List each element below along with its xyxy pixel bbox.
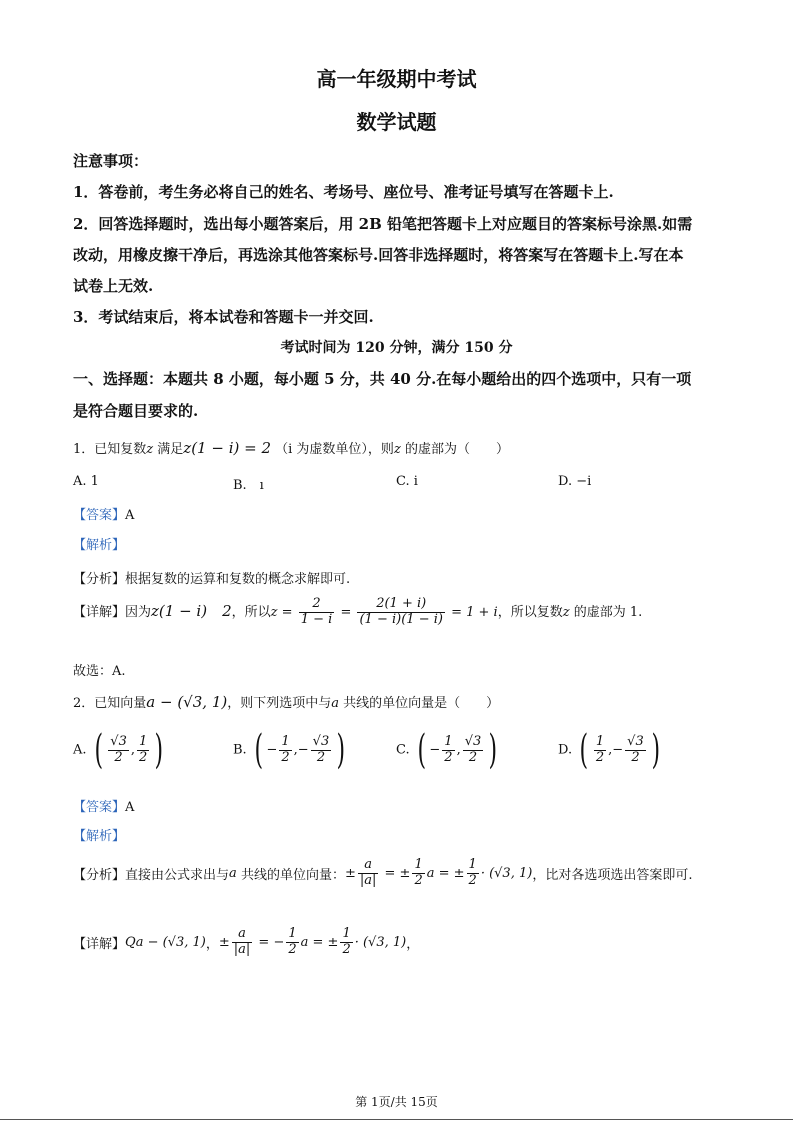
q2-detail-sep: ， bbox=[205, 936, 219, 952]
q2-detail-f-num: 1 bbox=[288, 926, 297, 941]
q2-detail-pm: ± bbox=[218, 934, 230, 950]
q2-suffix: 共线的单位向量是（ ） bbox=[343, 696, 500, 711]
q2-xiangjie-tag: 【详解】 bbox=[73, 936, 126, 952]
q2-d-minus: − bbox=[612, 742, 624, 758]
q2-b-minus-1: − bbox=[266, 742, 278, 758]
q1-mid: 满足 bbox=[157, 442, 184, 457]
q2-b-d2: 2 bbox=[316, 749, 326, 765]
q2-option-a-label: A. bbox=[73, 742, 87, 758]
exam-title: 高一年级期中考试 bbox=[316, 67, 477, 91]
q2-c-minus: − bbox=[429, 742, 441, 758]
q1-detail-mid: ，所以 bbox=[231, 604, 271, 620]
q1-z: z bbox=[146, 442, 154, 457]
q2-c-n2: √3 bbox=[464, 733, 482, 749]
q1-option-a: A. 1 bbox=[73, 474, 99, 489]
notice-heading: 注意事项： bbox=[73, 152, 149, 170]
q2-c-d1: 2 bbox=[444, 749, 453, 765]
q2-b-minus-2: − bbox=[297, 742, 309, 758]
q2-detail-f2-den: 2 bbox=[342, 941, 351, 957]
q2-b-d1: 2 bbox=[281, 749, 290, 765]
q2-b-comma: , bbox=[293, 742, 298, 758]
q2-b-frac-2 bbox=[311, 735, 332, 766]
q2-fenxi-a: a = ± bbox=[426, 865, 465, 881]
q2-c-rparen: ) bbox=[488, 727, 498, 773]
notice-item-2-line-1: 2．回答选择题时，选出每小题答案后，用 2B 铅笔把答题卡上对应题目的答案标号涂黑.如需 bbox=[73, 215, 693, 233]
q2-b-rparen: ) bbox=[336, 727, 346, 773]
q1-option-d: D. −i bbox=[558, 474, 592, 489]
q2-fenxi-f-den: 2 bbox=[414, 872, 423, 888]
q2-detail-q: Q bbox=[125, 934, 136, 950]
q1-xiangjie-tag: 【详解】 bbox=[73, 604, 126, 620]
q2-a-lparen: ( bbox=[94, 727, 103, 773]
q2-b-lparen: ( bbox=[254, 727, 263, 773]
bottom-rule bbox=[0, 1119, 793, 1120]
q1-frac2-num: 2(1 + i) bbox=[357, 597, 444, 613]
q2-detail-a: a = ± bbox=[300, 934, 339, 950]
q2-fenxi-mid: 共线的单位向量： bbox=[240, 867, 345, 883]
q2-b-frac-1 bbox=[279, 735, 291, 766]
q1-fraction-2 bbox=[357, 597, 444, 628]
q2-b-n1: 1 bbox=[281, 733, 290, 749]
q2-vector: a − (√3, 1) bbox=[146, 693, 228, 711]
q2-answer-tag: 【答案】 bbox=[73, 800, 126, 815]
q1-detail-z2: z bbox=[562, 604, 570, 620]
exam-time: 考试时间为 120 分钟，满分 150 分 bbox=[280, 340, 513, 356]
q2-answer-line bbox=[73, 796, 134, 815]
q2-fenxi-f2-num: 1 bbox=[468, 857, 477, 872]
question-2-stem bbox=[73, 692, 499, 711]
q1-answer-line bbox=[73, 504, 134, 523]
q1-frac2-den: (1 − i)(1 − i) bbox=[359, 611, 443, 627]
q1-detail-eqsign: = bbox=[281, 604, 293, 620]
q2-a-n2: 1 bbox=[138, 733, 148, 749]
q1-option-b: B. ı bbox=[233, 478, 264, 493]
q2-detail-vec: a − (√3, 1) bbox=[135, 934, 206, 950]
q2-detail-eq: = − bbox=[258, 934, 285, 950]
q2-c-frac-2 bbox=[463, 735, 484, 766]
q1-option-c: C. i bbox=[396, 474, 418, 489]
q1-conclusion: 故选：A. bbox=[73, 664, 126, 679]
q2-a-rparen: ) bbox=[154, 727, 164, 773]
q1-detail-pre: 因为 bbox=[125, 604, 152, 620]
q2-a-frac-1 bbox=[108, 735, 129, 766]
q1-equation: z(1 − i) = 2 bbox=[183, 439, 271, 457]
q2-fenxi-frac-unit bbox=[358, 858, 379, 889]
q2-fenxi-end: ，比对各选项选出答案即可. bbox=[532, 867, 693, 883]
q2-fenxi-frac-half bbox=[412, 858, 424, 889]
q2-a-n1: √3 bbox=[110, 733, 127, 749]
q2-d-d2: 2 bbox=[631, 749, 640, 765]
notice-item-1: 1．答卷前，考生务必将自己的姓名、考场号、座位号、准考证号填写在答题卡上. bbox=[73, 183, 614, 201]
q2-d-d1: 2 bbox=[595, 749, 605, 765]
q1-detail-z: z bbox=[270, 604, 278, 620]
q2-option-d bbox=[558, 727, 663, 773]
q2-detail-f-den: 2 bbox=[288, 941, 297, 957]
q2-option-b-label: B. bbox=[233, 742, 247, 758]
q1-jiexi-tag: 【解析】 bbox=[73, 538, 126, 553]
section-1-line-1: 一、选择题：本题共 8 小题，每小题 5 分，共 40 分.在每小题给出的四个选项中，只有一项 bbox=[73, 370, 692, 388]
q2-fenxi-num: a bbox=[358, 858, 379, 874]
q2-d-frac-2 bbox=[625, 735, 646, 766]
q1-note: （i 为虚数单位），则 bbox=[275, 442, 394, 457]
q2-answer: A bbox=[125, 800, 135, 815]
q1-fenxi: 根据复数的运算和复数的概念求解即可. bbox=[125, 572, 351, 587]
q1-detail-post: ，所以复数 bbox=[497, 604, 563, 620]
q1-suffix: 的虚部为（ ） bbox=[404, 442, 509, 457]
q2-d-n1: 1 bbox=[595, 733, 605, 749]
q2-fenxi-vec: a bbox=[229, 865, 237, 881]
q2-d-rparen: ) bbox=[651, 727, 660, 773]
q2-d-frac-1 bbox=[594, 735, 606, 766]
q1-detail-end: 的虚部为 1. bbox=[573, 604, 643, 620]
page-number: 第 1页/共 15页 bbox=[355, 1095, 438, 1109]
question-1-stem bbox=[73, 438, 509, 457]
q2-detail-line bbox=[73, 927, 419, 958]
q2-fenxi-den: |a| bbox=[359, 872, 377, 888]
q1-detail-result: = 1 + i bbox=[451, 604, 498, 620]
q2-fenxi-vecval: · (√3, 1) bbox=[480, 865, 533, 881]
q2-fenxi-eq: = ± bbox=[384, 865, 411, 881]
q1-analysis-line bbox=[73, 568, 350, 587]
q2-a-d1: 2 bbox=[114, 749, 123, 765]
q2-d-comma: , bbox=[608, 742, 613, 758]
q2-fenxi-pm: ± bbox=[344, 865, 356, 881]
q2-vector-2: a bbox=[331, 696, 339, 711]
q1-answer-tag: 【答案】 bbox=[73, 508, 126, 523]
q1-fraction-1 bbox=[299, 597, 335, 628]
q2-option-b bbox=[233, 727, 349, 773]
q2-a-comma: , bbox=[130, 742, 135, 758]
q2-analysis-line bbox=[73, 858, 692, 889]
section-1-line-2: 是符合题目要求的. bbox=[73, 402, 199, 420]
q1-z2: z bbox=[393, 442, 401, 457]
q2-a-d2: 2 bbox=[138, 749, 148, 765]
q2-prefix: 2．已知向量 bbox=[73, 696, 147, 711]
notice-item-2-line-2: 改动，用橡皮擦干净后，再选涂其他答案标号.回答非选择题时，将答案写在答题卡上.写在本 bbox=[73, 246, 684, 264]
q2-detail-frac-unit bbox=[232, 927, 253, 958]
q2-fenxi-f2-den: 2 bbox=[468, 872, 477, 888]
q2-c-d2: 2 bbox=[468, 749, 478, 765]
q2-mid: ，则下列选项中与 bbox=[227, 696, 332, 711]
q2-option-c-label: C. bbox=[396, 742, 410, 758]
q2-option-a bbox=[73, 727, 167, 773]
q2-fenxi-frac-half-2 bbox=[467, 858, 479, 889]
q2-fenxi-pre: 直接由公式求出与 bbox=[125, 867, 230, 883]
exam-subtitle: 数学试题 bbox=[356, 110, 437, 134]
q2-c-n1: 1 bbox=[444, 733, 453, 749]
notice-item-3: 3．考试结束后，将本试卷和答题卡一并交回. bbox=[73, 308, 374, 326]
q1-answer: A bbox=[125, 508, 135, 523]
q2-detail-vecval: · (√3, 1) bbox=[354, 934, 407, 950]
q1-prefix: 1．已知复数 bbox=[73, 442, 147, 457]
notice-item-2-line-3: 试卷上无效. bbox=[73, 277, 154, 295]
q2-option-d-label: D. bbox=[558, 742, 573, 758]
q2-d-n2: √3 bbox=[627, 733, 644, 749]
q2-b-n2: √3 bbox=[312, 733, 330, 749]
q2-detail-f2-num: 1 bbox=[342, 926, 351, 941]
q2-jiexi-tag: 【解析】 bbox=[73, 829, 126, 844]
q2-fenxi-tag: 【分析】 bbox=[73, 867, 126, 883]
q1-frac1-den: 1 − i bbox=[300, 611, 333, 627]
q2-option-c bbox=[396, 727, 501, 773]
q2-detail-den: |a| bbox=[233, 941, 251, 957]
q1-detail-eqsign-2: = bbox=[340, 604, 352, 620]
q1-detail-line bbox=[73, 597, 642, 628]
q1-detail-eq1: z(1 − i) 2 bbox=[151, 601, 232, 620]
q2-detail-frac-half bbox=[286, 927, 298, 958]
q2-c-comma: , bbox=[456, 742, 461, 758]
q1-fenxi-tag: 【分析】 bbox=[73, 572, 126, 587]
q2-d-lparen: ( bbox=[579, 727, 589, 773]
q2-a-frac-2 bbox=[137, 735, 149, 766]
q1-frac1-num: 2 bbox=[299, 597, 335, 613]
q2-detail-frac-half-2 bbox=[340, 927, 352, 958]
q2-c-frac-1 bbox=[442, 735, 454, 766]
q2-c-lparen: ( bbox=[417, 727, 426, 773]
q2-detail-end: ， bbox=[406, 936, 420, 952]
q2-fenxi-f-num: 1 bbox=[414, 857, 423, 872]
q2-detail-num: a bbox=[232, 927, 253, 943]
